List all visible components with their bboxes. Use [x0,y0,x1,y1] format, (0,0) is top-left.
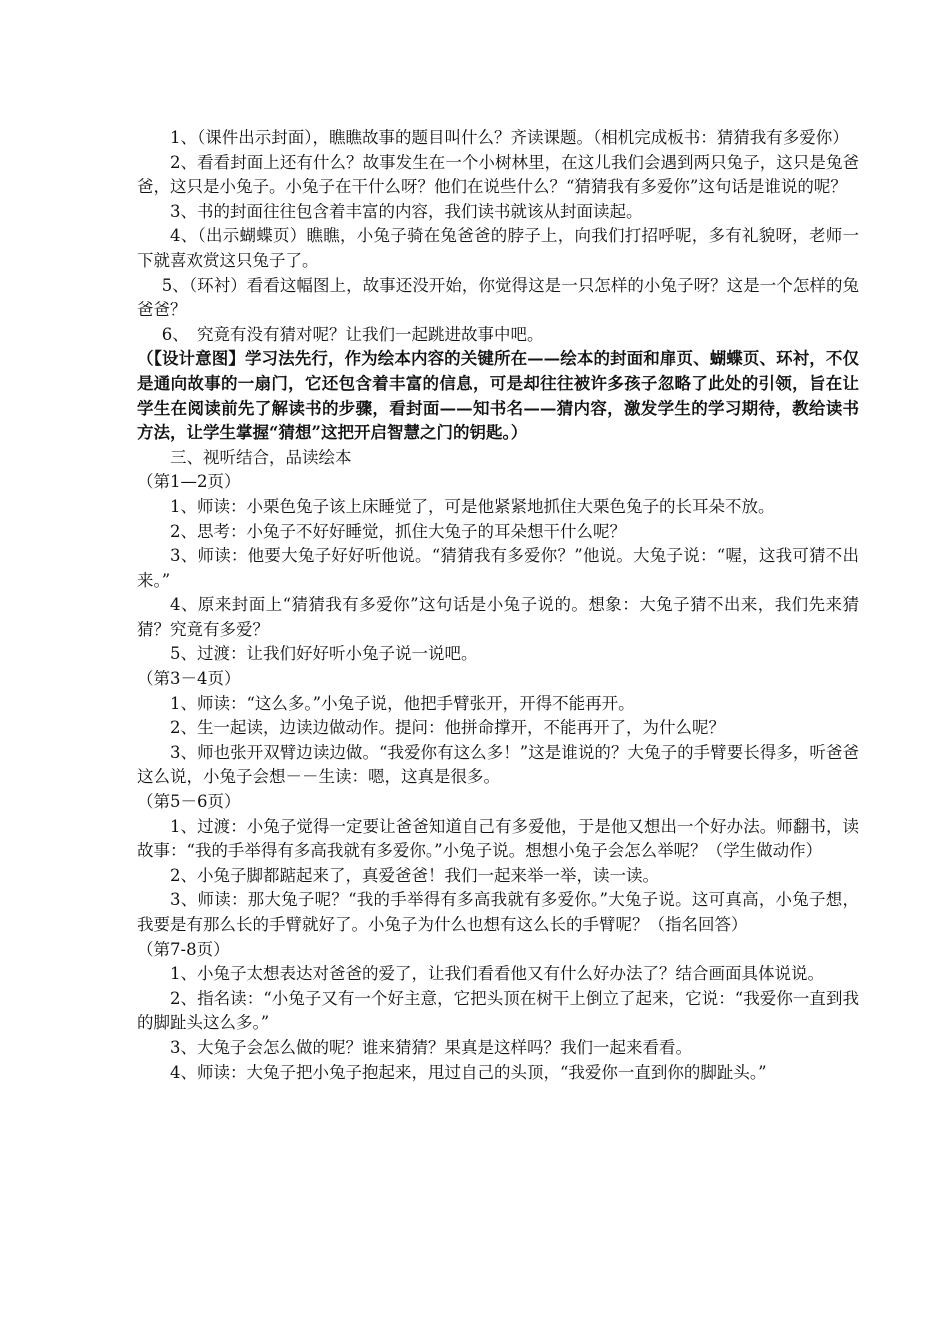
paragraph: 三、视听结合，品读绘本 [170,447,352,467]
document-page [137,126,859,1085]
paragraph: 6、 究竟有没有猜对呢？让我们一起跳进故事中吧。 [161,324,544,344]
paragraph: （【设计意图】学习法先行，作为绘本内容的关键所在——绘本的封面和扉页、蝴蝶页、环衬，不仅是通向故事的一扇门，它还包含着丰富的信息，可是却往往被许多孩子忽略了此处的引领，旨在让学生在阅读前先了解读书的步骤，看封面——知书名——猜内容，激发学生的学习期待，教给读书方法，让学生掌握“猜想”这把开启智慧之门的钥匙。） [137,349,859,443]
paragraph: 2、小兔子脚都踮起来了，真爱爸爸！我们一起来举一举，读一读。 [170,865,659,885]
paragraph: 3、师也张开双臂边读边做。“我爱你有这么多！”这是谁说的？大兔子的手臂要长得多，听爸爸这么说，小兔子会想－－生读：嗯，这真是很多。 [137,742,859,787]
paragraph: 4、（出示蝴蝶页）瞧瞧，小兔子骑在兔爸爸的脖子上，向我们打招呼呢，多有礼貌呀，老师一下就喜欢赏这只兔子了。 [137,226,859,270]
paragraph: 4、师读：大兔子把小兔子抱起来，甩过自己的头顶，“我爱你一直到你的脚趾头。” [170,1062,767,1082]
paragraph: 1、师读：“这么多。”小兔子说，他把手臂张开，开得不能再开。 [170,693,635,713]
paragraph: 2、看看封面上还有什么？故事发生在一个小树林里，在这儿我们会遇到两只兔子，这只是兔爸爸，这只是小兔子。小兔子在干什么呀？他们在说些什么？“猜猜我有多爱你”这句话是谁说的呢？ [137,152,859,197]
paragraph: （第1—2页） [137,472,241,492]
paragraph: （第3－4页） [137,669,241,689]
paragraph: 5、过渡：让我们好好听小兔子说一说吧。 [170,644,478,664]
paragraph: 2、生一起读，边读边做动作。提问：他拼命撑开，不能再开了，为什么呢？ [170,718,725,738]
paragraph: （第7-8页） [137,939,230,959]
paragraph: 1、（课件出示封面），瞧瞧故事的题目叫什么？齐读课题。（相机完成板书：猜猜我有多爱你） [170,128,849,147]
paragraph: （第5－6页） [137,792,241,812]
paragraph: 1、小兔子太想表达对爸爸的爱了，让我们看看他又有什么好办法了？结合画面具体说说。 [170,964,824,984]
paragraph: 2、思考：小兔子不好好睡觉，抓住大兔子的耳朵想干什么呢？ [170,521,626,541]
paragraph: 2、指名读：“小兔子又有一个好主意，它把头顶在树干上倒立了起来，它说：“我爱你一直到我的脚趾头这么多。” [137,988,859,1033]
paragraph: 3、师读：那大兔子呢？“我的手举得有多高我就有多爱你。”大兔子说。这可真高，小兔子想，我要是有那么长的手臂就好了。小兔子为什么也想有这么长的手臂呢？（指名回答） [137,890,859,934]
paragraph: 3、书的封面往往包含着丰富的内容，我们读书就该从封面读起。 [170,201,643,221]
paragraph: 3、师读：他要大兔子好好听他说。“猜猜我有多爱你？”他说。大兔子说：“喔，这我可猜不出来。” [137,546,859,590]
paragraph: 1、过渡：小兔子觉得一定要让爸爸知道自己有多爱他，于是他又想出一个好办法。师翻书，读故事：“我的手举得有多高我就有多爱你。”小兔子说。想想小兔子会怎么举呢？（学生做动作） [137,816,859,861]
paragraph: 5、（环衬）看看这幅图上，故事还没开始，你觉得这是一只怎样的小兔子呀？这是一个怎样的兔爸爸？ [137,275,859,320]
paragraph: 1、师读：小栗色兔子该上床睡觉了，可是他紧紧地抓住大栗色兔子的长耳朵不放。 [170,496,775,516]
paragraph: 3、大兔子会怎么做的呢？谁来猜猜？果真是这样吗？我们一起来看看。 [170,1037,692,1057]
paragraph: 4、原来封面上“猜猜我有多爱你”这句话是小兔子说的。想象：大兔子猜不出来，我们先来猜猜？究竟有多爱？ [137,595,859,639]
